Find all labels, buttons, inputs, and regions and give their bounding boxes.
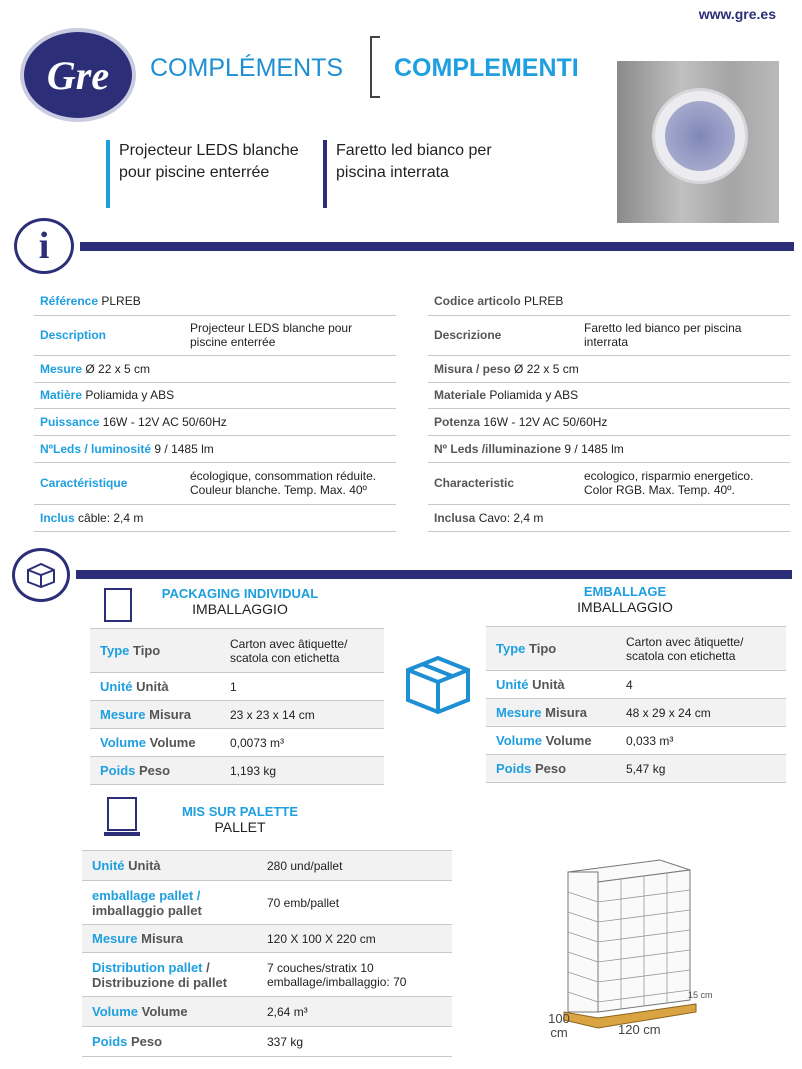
pack-master-header	[540, 584, 710, 615]
pack-label: Poids Peso	[486, 755, 616, 783]
pack-label: Type Tipo	[90, 629, 220, 673]
spec-row	[428, 435, 790, 462]
spec-table-it	[428, 288, 790, 532]
pack-label: Mesure Misura	[486, 699, 616, 727]
pack-label: Poids Peso	[82, 1027, 257, 1057]
spec-row	[34, 504, 396, 531]
pack-individual-table	[90, 628, 384, 785]
spec-row	[34, 355, 396, 382]
spec-label: Inclus câble: 2,4 m	[34, 504, 396, 531]
pack-label: Volume Volume	[90, 729, 220, 757]
spec-label: Characteristic	[428, 462, 578, 504]
page-title-it: COMPLEMENTI	[394, 54, 579, 82]
pack-label: Unité Unità	[90, 673, 220, 701]
spec-label: Matière Poliamida y ABS	[34, 382, 396, 408]
spec-row	[428, 288, 790, 315]
spec-row	[34, 382, 396, 408]
product-photo	[617, 61, 779, 223]
spec-value: ecologico, risparmio energetico. Color RGB. Max. Temp. 40º.	[578, 462, 790, 504]
spec-value: Projecteur LEDS blanche pour piscine enterrée	[184, 315, 396, 355]
spec-label: Misura / peso Ø 22 x 5 cm	[428, 355, 790, 382]
spec-label: Caractéristique	[34, 462, 184, 504]
pallet-table	[82, 850, 452, 1057]
pack-value: 23 x 23 x 14 cm	[220, 701, 384, 729]
spec-label: NºLeds / luminosité 9 / 1485 lm	[34, 435, 396, 462]
spec-label: Nº Leds /illuminazione 9 / 1485 lm	[428, 435, 790, 462]
lamp-image	[652, 88, 748, 184]
pack-individual-title: PACKAGING INDIVIDUAL	[161, 586, 319, 601]
spec-value: Faretto led bianco per piscina interrata	[578, 315, 790, 355]
spec-label: Materiale Poliamida y ABS	[428, 382, 790, 408]
pack-value: 120 X 100 X 220 cm	[257, 925, 452, 953]
spec-row	[428, 315, 790, 355]
spec-row	[428, 462, 790, 504]
spec-label: Codice articolo PLREB	[428, 288, 790, 315]
spec-row	[34, 408, 396, 435]
pallet-title: MIS SUR PALETTE	[181, 804, 299, 819]
spec-row	[428, 382, 790, 408]
single-box-icon	[104, 588, 132, 622]
spec-label: Référence PLREB	[34, 288, 396, 315]
package-section-icon	[12, 548, 70, 602]
spec-row	[34, 315, 396, 355]
spec-row	[428, 355, 790, 382]
pack-value: 1,193 kg	[220, 757, 384, 785]
spec-label: Descrizione	[428, 315, 578, 355]
pack-value: 4	[616, 671, 786, 699]
pack-row	[82, 925, 452, 953]
pack-value: Carton avec âtiquette/ scatola con etichetta	[220, 629, 384, 673]
title-divider	[370, 36, 380, 98]
pack-value: 0,0073 m³	[220, 729, 384, 757]
pallet-icon	[104, 796, 140, 843]
info-icon: i	[14, 218, 74, 274]
pallet-dim-width: 120 cm	[618, 1022, 661, 1037]
website-url[interactable]: www.gre.es	[698, 6, 776, 22]
pack-row	[82, 997, 452, 1027]
pack-value: 1	[220, 673, 384, 701]
pack-row	[90, 729, 384, 757]
pack-row	[90, 757, 384, 785]
pack-row	[90, 673, 384, 701]
pack-row	[82, 881, 452, 925]
pack-value: 280 und/pallet	[257, 851, 452, 881]
pack-value: 5,47 kg	[616, 755, 786, 783]
pallet-subtitle: PALLET	[214, 819, 266, 835]
pack-individual-subtitle: IMBALLAGGIO	[192, 601, 288, 617]
spec-table-fr	[34, 288, 396, 532]
carton-box-icon	[404, 654, 472, 721]
pack-value: 2,64 m³	[257, 997, 452, 1027]
pack-master-title: EMBALLAGE	[583, 584, 667, 599]
pack-label: Poids Peso	[90, 757, 220, 785]
pack-value: 70 emb/pallet	[257, 881, 452, 925]
pack-master-table	[486, 626, 786, 783]
pallet-header	[170, 804, 310, 835]
gre-logo	[20, 28, 136, 122]
spec-row	[34, 462, 396, 504]
spec-row	[428, 408, 790, 435]
spec-label: Inclusa Cavo: 2,4 m	[428, 504, 790, 531]
pack-row	[486, 699, 786, 727]
spec-row	[34, 435, 396, 462]
section-bar-info	[80, 242, 794, 251]
pack-row	[82, 953, 452, 997]
pack-row	[486, 755, 786, 783]
pack-label: Unité Unità	[82, 851, 257, 881]
spec-label: Puissance 16W - 12V AC 50/60Hz	[34, 408, 396, 435]
pack-value: 0,033 m³	[616, 727, 786, 755]
pack-row	[486, 627, 786, 671]
pack-label: Mesure Misura	[90, 701, 220, 729]
logo-text: Gre	[46, 52, 110, 98]
product-name-fr: Projecteur LEDS blanche pour piscine enterrée	[106, 140, 306, 208]
pack-master-subtitle: IMBALLAGGIO	[577, 599, 673, 615]
pack-label: Volume Volume	[82, 997, 257, 1027]
pack-row	[486, 671, 786, 699]
spec-row	[428, 504, 790, 531]
spec-value: écologique, consommation réduite. Couleur blanche. Temp. Max. 40º	[184, 462, 396, 504]
pallet-dim-height: 15 cm	[688, 990, 713, 1000]
product-name-it: Faretto led bianco per piscina interrata	[323, 140, 523, 208]
pack-value: 7 couches/stratix 10 emballage/imballaggio: 70	[257, 953, 452, 997]
pack-value: 48 x 29 x 24 cm	[616, 699, 786, 727]
spec-row	[34, 288, 396, 315]
spec-label: Potenza 16W - 12V AC 50/60Hz	[428, 408, 790, 435]
pack-value: Carton avec âtiquette/ scatola con etichetta	[616, 627, 786, 671]
spec-label: Mesure Ø 22 x 5 cm	[34, 355, 396, 382]
pack-label: Distribution pallet / Distribuzione di pallet	[82, 953, 257, 997]
spec-label: Description	[34, 315, 184, 355]
section-bar-packaging	[76, 570, 792, 579]
pack-label: emballage pallet / imballaggio pallet	[82, 881, 257, 925]
pack-row	[486, 727, 786, 755]
pack-row	[82, 1027, 452, 1057]
pack-row	[90, 701, 384, 729]
pallet-dim-depth: 100 cm	[548, 1011, 570, 1040]
pack-value: 337 kg	[257, 1027, 452, 1057]
pack-label: Mesure Misura	[82, 925, 257, 953]
pack-label: Type Tipo	[486, 627, 616, 671]
pack-row	[90, 629, 384, 673]
pack-row	[82, 851, 452, 881]
pack-label: Unité Unità	[486, 671, 616, 699]
page-title-fr: COMPLÉMENTS	[150, 54, 344, 82]
pack-label: Volume Volume	[486, 727, 616, 755]
pack-individual-header	[150, 586, 330, 617]
